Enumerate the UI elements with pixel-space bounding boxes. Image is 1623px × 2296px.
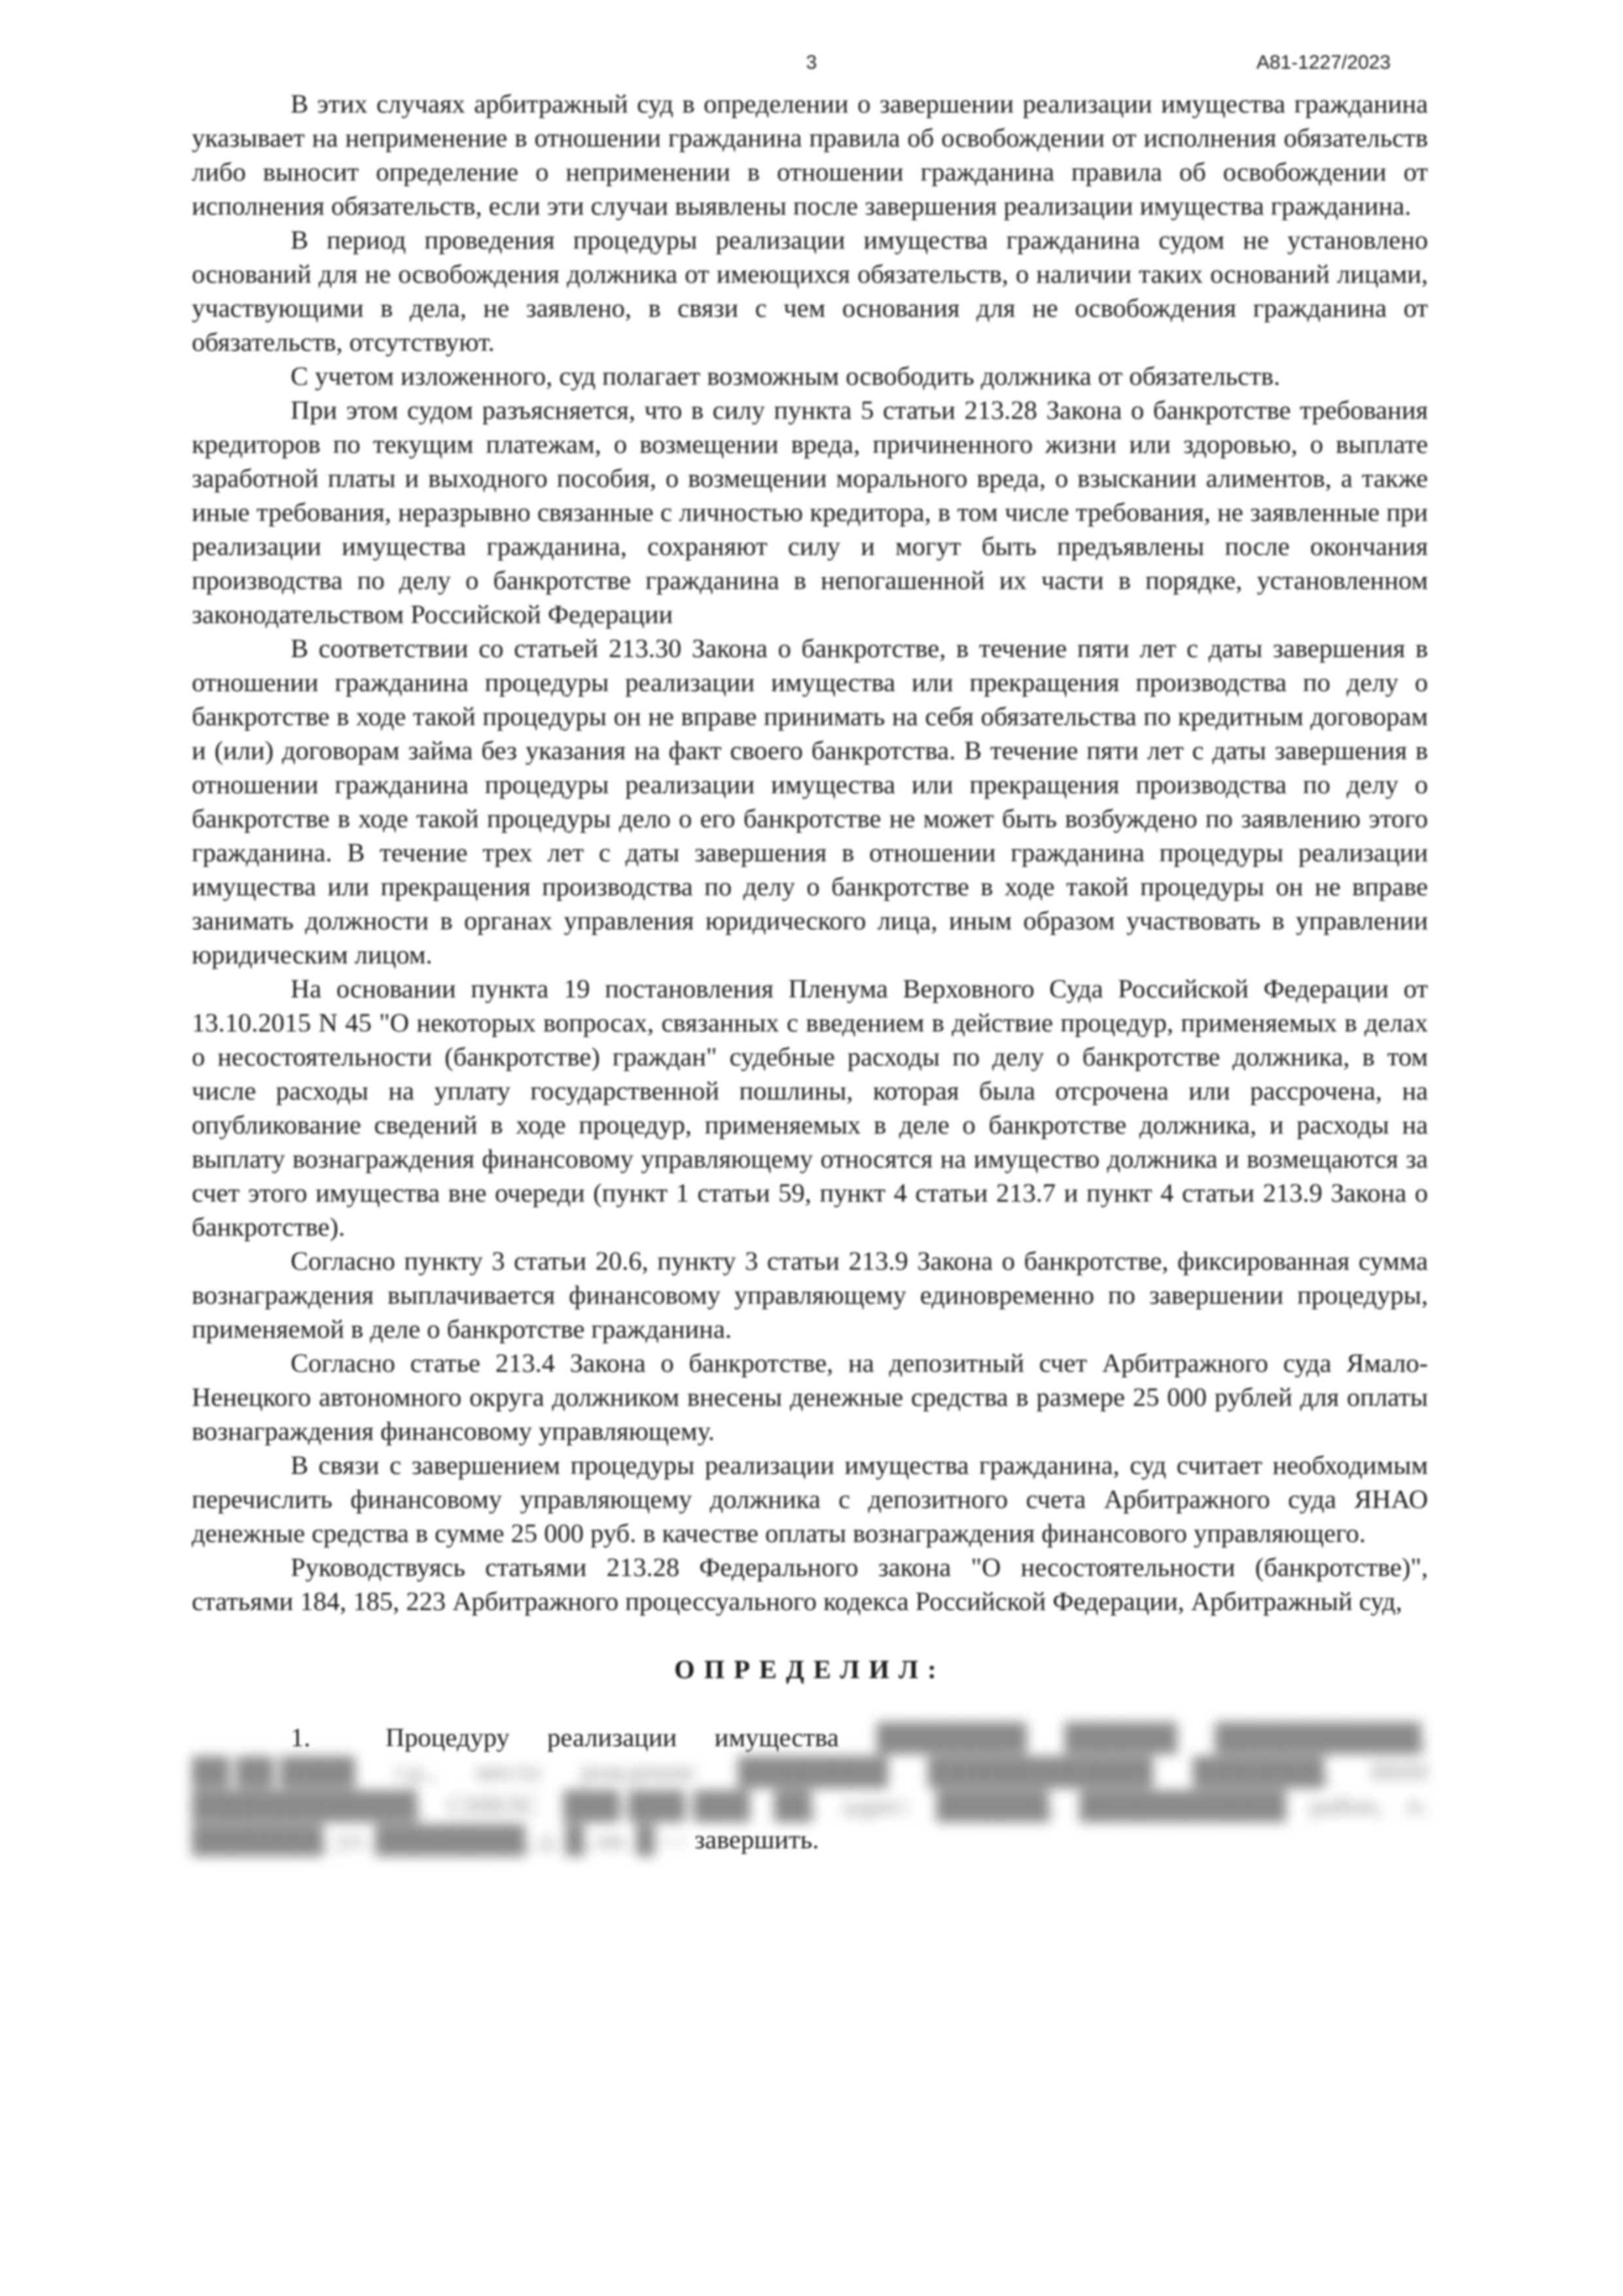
redacted-debtor-details: ████████ ██████ ███████████, ██.██.████ г.р., место рождения: ████████ ████████████ ███████, ИНН ████████████, СНИЛС ███-███-███ ██, адрес: ██████, ███████████ район, п. ███████, ул. ████████, д. █, кв. █ — (192, 1723, 1428, 1854)
paragraph: С учетом изложенного, суд полагает возможным освободить должника от обязательств. (291, 361, 1281, 391)
paragraph: В соответствии со статьей 213.30 Закона о банкротстве, в течение пяти лет с даты завершения в отношении гражданина процедуры реализации имущества или прекращения производства по делу о банкротстве в ходе такой процедуры он не вправе принимать на себя обязательства по кредитным договорам и (или) договорам займа без указания на факт своего банкротства. В течение пяти лет с даты завершения в отношении гражданина процедуры реализации имущества или прекращения производства по делу о банкротстве в ходе такой процедуры дело о его банкротстве не может быть возбуждено по заявлению этого гражданина. В течение трех лет с даты завершения в отношении гражданина процедуры реализации имущества или прекращения производства по делу о банкротстве в ходе такой процедуры он не вправе занимать должности в органах управления юридического лица, иным образом участвовать в управлении юридическим лицом. (192, 634, 1428, 969)
item-number: 1. (291, 1723, 311, 1752)
document-body (192, 87, 1428, 1857)
paragraph: При этом судом разъясняется, что в силу пункта 5 статьи 213.28 Закона о банкротстве требования кредиторов по текущим платежам, о возмещении вреда, причиненного жизни или здоровью, о выплате заработной платы и выходного пособия, о возмещении морального вреда, о взыскании алиментов, а также иные требования, неразрывно связанные с личностью кредитора, в том числе требования, не заявленные при реализации имущества гражданина, сохраняют силу и могут быть предъявлены после окончания производства по делу о банкротстве гражданина в непогашенной их части в порядке, установленном законодательством Российской Федерации (192, 395, 1428, 629)
paragraph: В период проведения процедуры реализации имущества гражданина судом не установлено оснований для не освобождения должника от имеющихся обязательств, о наличии таких оснований лицами, участвующими в дела, не заявлено, в связи с чем основания для не освобождения гражданина от обязательств, отсутствуют. (192, 225, 1428, 357)
paragraph: В связи с завершением процедуры реализации имущества гражданина, суд считает необходимым перечислить финансовому управляющему должника с депозитного счета Арбитражного суда ЯНАО денежные средства в сумме 25 000 руб. в качестве оплаты вознаграждения финансового управляющего. (192, 1450, 1428, 1548)
case-number: А81-1227/2023 (1256, 52, 1391, 73)
decision-item-1 (192, 1721, 1428, 1857)
paragraph: Согласно статье 213.4 Закона о банкротстве, на депозитный счет Арбитражного суда Ямало-Ненецкого автономного округа должником внесены денежные средства в размере 25 000 рублей для оплаты вознаграждения финансовому управляющему. (192, 1348, 1428, 1446)
paragraph: Руководствуясь статьями 213.28 Федерального закона "О несостоятельности (банкротстве)", статьями 184, 185, 223 Арбитражного процессуального кодекса Российской Федерации, Арбитражный суд, (192, 1552, 1428, 1616)
paragraph: Согласно пункту 3 статьи 20.6, пункту 3 статьи 213.9 Закона о банкротстве, фиксированная сумма вознаграждения выплачивается финансовому управляющему единовременно по завершении процедуры, применяемой в деле о банкротстве гражданина. (192, 1246, 1428, 1344)
decision-heading: ОПРЕДЕЛИЛ: (674, 1655, 946, 1684)
paragraph: В этих случаях арбитражный суд в определении о завершении реализации имущества гражданина указывает на неприменение в отношении гражданина правила об освобождении от исполнения обязательств либо выносит определение о неприменении в отношении гражданина правила об освобождении от исполнения обязательств, если эти случаи выявлены после завершения реализации имущества гражданина. (192, 89, 1428, 221)
page-number: 3 (806, 52, 817, 73)
paragraph: На основании пункта 19 постановления Пленума Верховного Суда Российской Федерации от 13.10.2015 N 45 "О некоторых вопросах, связанных с введением в действие процедур, применяемых в делах о несостоятельности (банкротстве) граждан" судебные расходы по делу о банкротстве должника, в том числе расходы на уплату государственной пошлины, которая была отсрочена или рассрочена, на опубликование сведений в ходе процедур, применяемых в деле о банкротстве должника, и расходы на выплату вознаграждения финансовому управляющему относятся на имущество должника и возмещаются за счет этого имущества вне очереди (пункт 1 статьи 59, пункт 4 статьи 213.7 и пункт 4 статьи 213.9 Закона о банкротстве). (192, 974, 1428, 1242)
item-text: Процедуру реализации имущества (385, 1723, 839, 1752)
item-text-end: завершить. (694, 1825, 819, 1854)
